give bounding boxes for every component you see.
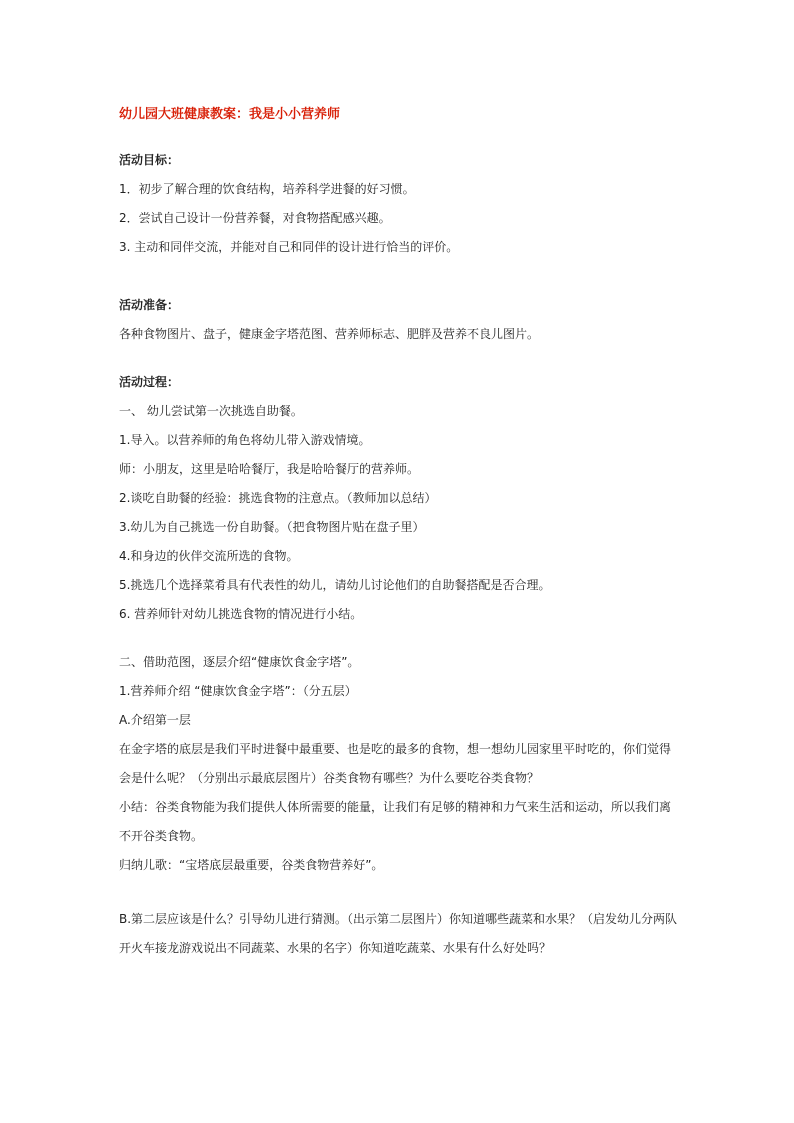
part1-heading: 一、 幼儿尝试第一次挑选自助餐。: [119, 404, 303, 418]
layer-a-summary: 小结：谷类食物能为我们提供人体所需要的能量，让我们有足够的精神和力气来生活和运动，所以我们离不开谷类食物。: [119, 800, 672, 843]
goal-item-1: 1．初步了解合理的饮食结构，培养科学进餐的好习惯。: [119, 182, 415, 196]
rhyme-line: 归纳儿歌：“宝塔底层最重要，谷类食物营养好”。: [119, 858, 384, 872]
prep-heading: 活动准备：: [119, 298, 180, 312]
goal-item-2: 2．尝试自己设计一份营养餐，对食物搭配感兴趣。: [119, 211, 391, 225]
part1-step-3: 3.幼儿为自己挑选一份自助餐。（把食物图片贴在盘子里）: [119, 520, 425, 534]
part1-step-6: 6. 营养师针对幼儿挑选食物的情况进行小结。: [119, 607, 363, 621]
part2-step-1: 1.营养师介绍 “健康饮食金字塔”：（分五层）: [119, 684, 357, 698]
layer-b-paragraph: B.第二层应该是什么？引导幼儿进行猜测。（出示第二层图片）你知道哪些蔬菜和水果？（启发幼儿分两队开火车接龙游戏说出不同蔬菜、水果的名字）你知道吃蔬菜、水果有什么好处吗？: [119, 912, 678, 955]
layer-a-paragraph: 在金字塔的底层是我们平时进餐中最重要、也是吃的最多的食物，想一想幼儿园家里平时吃的，你们觉得会是什么呢？（分别出示最底层图片）谷类食物有哪些？为什么要吃谷类食物？: [119, 742, 672, 785]
document-title: 幼儿园大班健康教案：我是小小营养师: [119, 107, 341, 122]
prep-text: 各种食物图片、盘子，健康金字塔范图、营养师标志、肥胖及营养不良儿图片。: [119, 327, 540, 341]
part2-heading: 二、借助范图，逐层介绍“健康饮食金字塔”。: [119, 655, 360, 669]
process-heading: 活动过程：: [119, 375, 180, 389]
goals-heading: 活动目标：: [119, 153, 180, 167]
part2-layer-a: A.介绍第一层: [119, 713, 191, 727]
part1-teacher-line: 师：小朋友，这里是哈哈餐厅，我是哈哈餐厅的营养师。: [119, 462, 420, 476]
part1-step-2: 2.谈吃自助餐的经验：挑选食物的注意点。（教师加以总结）: [119, 491, 437, 505]
goal-item-3: 3. 主动和同伴交流，并能对自己和同伴的设计进行恰当的评价。: [119, 240, 459, 254]
part1-step-4: 4.和身边的伙伴交流所选的食物。: [119, 549, 299, 563]
part1-step-1: 1.导入。以营养师的角色将幼儿带入游戏情境。: [119, 433, 371, 447]
part1-step-5: 5.挑选几个选择菜肴具有代表性的幼儿，请幼儿讨论他们的自助餐搭配是否合理。: [119, 578, 551, 592]
